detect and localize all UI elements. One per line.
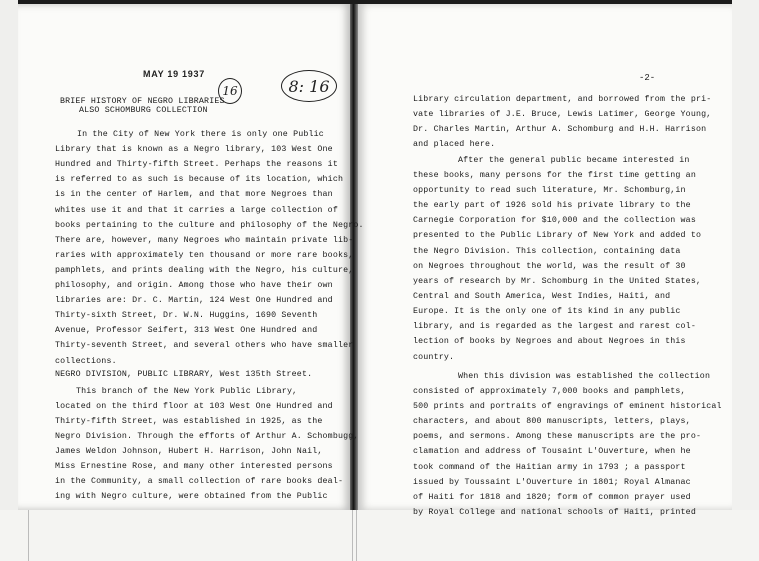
body-line: Europe. It is the only one of its kind in any public	[413, 307, 681, 317]
document-title-line-1: BRIEF HISTORY OF NEGRO LIBRARIES	[60, 97, 225, 106]
body-line: whites use it and that it carries a large collection of	[55, 205, 338, 215]
body-line: Thirty-fifth Street, was established in 1925, as the	[55, 416, 323, 426]
body-line: Library that is known as a Negro library, 103 West One	[55, 145, 333, 155]
body-line: libraries are: Dr. C. Martin, 124 West One Hundred and	[55, 296, 333, 306]
body-line: took command of the Haitian army in 1793 ; a passport	[413, 462, 686, 472]
body-line: clamation and address of Tousaint L'Ouverture, when he	[413, 447, 691, 457]
body-line: opportunity to read such literature, Mr. Schomburg,in	[413, 185, 686, 195]
body-line: James Weldon Johnson, Hubert H. Harrison, John Nail,	[55, 447, 323, 457]
body-line: is referred to as such is because of its location, which	[55, 175, 344, 185]
circled-annotation-large: 8: 16	[281, 70, 337, 102]
body-line: presented to the Public Library of New York and added to	[413, 231, 702, 241]
body-line: This branch of the New York Public Library,	[76, 386, 298, 396]
document-title-line-2: ALSO SCHOMBURG COLLECTION	[79, 106, 208, 115]
body-line: Central and South America, West Indies, Haiti, and	[413, 291, 671, 301]
body-line: pamphlets, and prints dealing with the Negro, his culture,	[55, 265, 354, 275]
body-line: the early part of 1926 sold his private library to the	[413, 201, 691, 211]
body-line: issued by Toussaint L'Ouverture in 1801; Royal Almanac	[413, 477, 691, 487]
body-line: characters, and about 800 manuscripts, letters, plays,	[413, 417, 691, 427]
body-line: Miss Ernestine Rose, and many other interested persons	[55, 462, 333, 472]
body-line: country.	[413, 352, 455, 362]
date-stamp: MAY 19 1937	[143, 69, 205, 79]
body-line: poems, and sermons. Among these manuscripts are the pro-	[413, 432, 702, 442]
body-line: located on the third floor at 103 West One Hundred and	[55, 401, 333, 411]
page-number: -2-	[639, 73, 656, 83]
right-margin	[732, 0, 759, 561]
body-line: vate libraries of J.E. Bruce, Lewis Latimer, George Young,	[413, 110, 712, 120]
body-line: consisted of approximately 7,000 books and pamphlets,	[413, 386, 686, 396]
body-line: by Royal College and national schools of Haiti, printed	[413, 508, 696, 518]
body-line: After the general public became interested in	[458, 155, 690, 165]
body-line: Thirty-sixth Street, Dr. W.N. Huggins, 1690 Seventh	[55, 311, 318, 321]
body-line: is in the center of Harlem, and that more Negroes than	[55, 190, 333, 200]
body-line: Carnegie Corporation for $10,000 and the collection was	[413, 216, 696, 226]
body-line: years of research by Mr. Schomburg in the United States,	[413, 276, 702, 286]
body-line: In the City of New York there is only one Public	[77, 130, 324, 139]
body-line: Hundred and Thirty-fifth Street. Perhaps the reasons it	[55, 160, 338, 170]
body-line: Negro Division. Through the efforts of Arthur A. Schombugg,	[55, 432, 359, 441]
body-line: philosophy, and origin. Among those who have their own	[55, 281, 333, 290]
body-line: When this division was established the collection	[458, 371, 711, 381]
body-line: Library circulation department, and borrowed from the pri-	[413, 95, 712, 104]
body-line: and placed here.	[413, 140, 496, 150]
body-line: There are, however, many Negroes who maintain private lib-	[55, 235, 354, 245]
body-line: Thirty-seventh Street, and several others who have smaller	[55, 341, 354, 351]
body-line: the Negro Division. This collection, containing data	[413, 246, 681, 256]
body-line: on Negroes throughout the world, was the result of 30	[413, 261, 686, 271]
body-line: NEGRO DIVISION, PUBLIC LIBRARY, West 135th Street.	[55, 369, 313, 379]
body-line: library, and is regarded as the largest and rarest col-	[413, 322, 696, 332]
body-line: ing with Negro culture, were obtained from the Public	[55, 492, 328, 502]
circled-annotation-small: 16	[218, 78, 242, 104]
left-margin	[0, 0, 18, 561]
body-line: 500 prints and portraits of engravings of eminent historical	[413, 402, 722, 411]
body-line: in the Community, a small collection of rare books deal-	[55, 477, 344, 487]
body-line: these books, many persons for the first time getting an	[413, 170, 696, 180]
body-line: of Haiti for 1818 and 1820; form of common prayer used	[413, 492, 691, 502]
body-line: Dr. Charles Martin, Arthur A. Schomburg and H.H. Harrison	[413, 125, 707, 135]
body-line: Avenue, Professor Seifert, 313 West One Hundred and	[55, 326, 318, 336]
body-line: books pertaining to the culture and philosophy of the Negro.	[55, 220, 364, 230]
body-line: lection of books by Negroes and about Negroes in this	[413, 337, 686, 347]
body-line: collections.	[55, 356, 117, 366]
body-line: raries with approximately ten thousand or more rare books,	[55, 250, 354, 260]
